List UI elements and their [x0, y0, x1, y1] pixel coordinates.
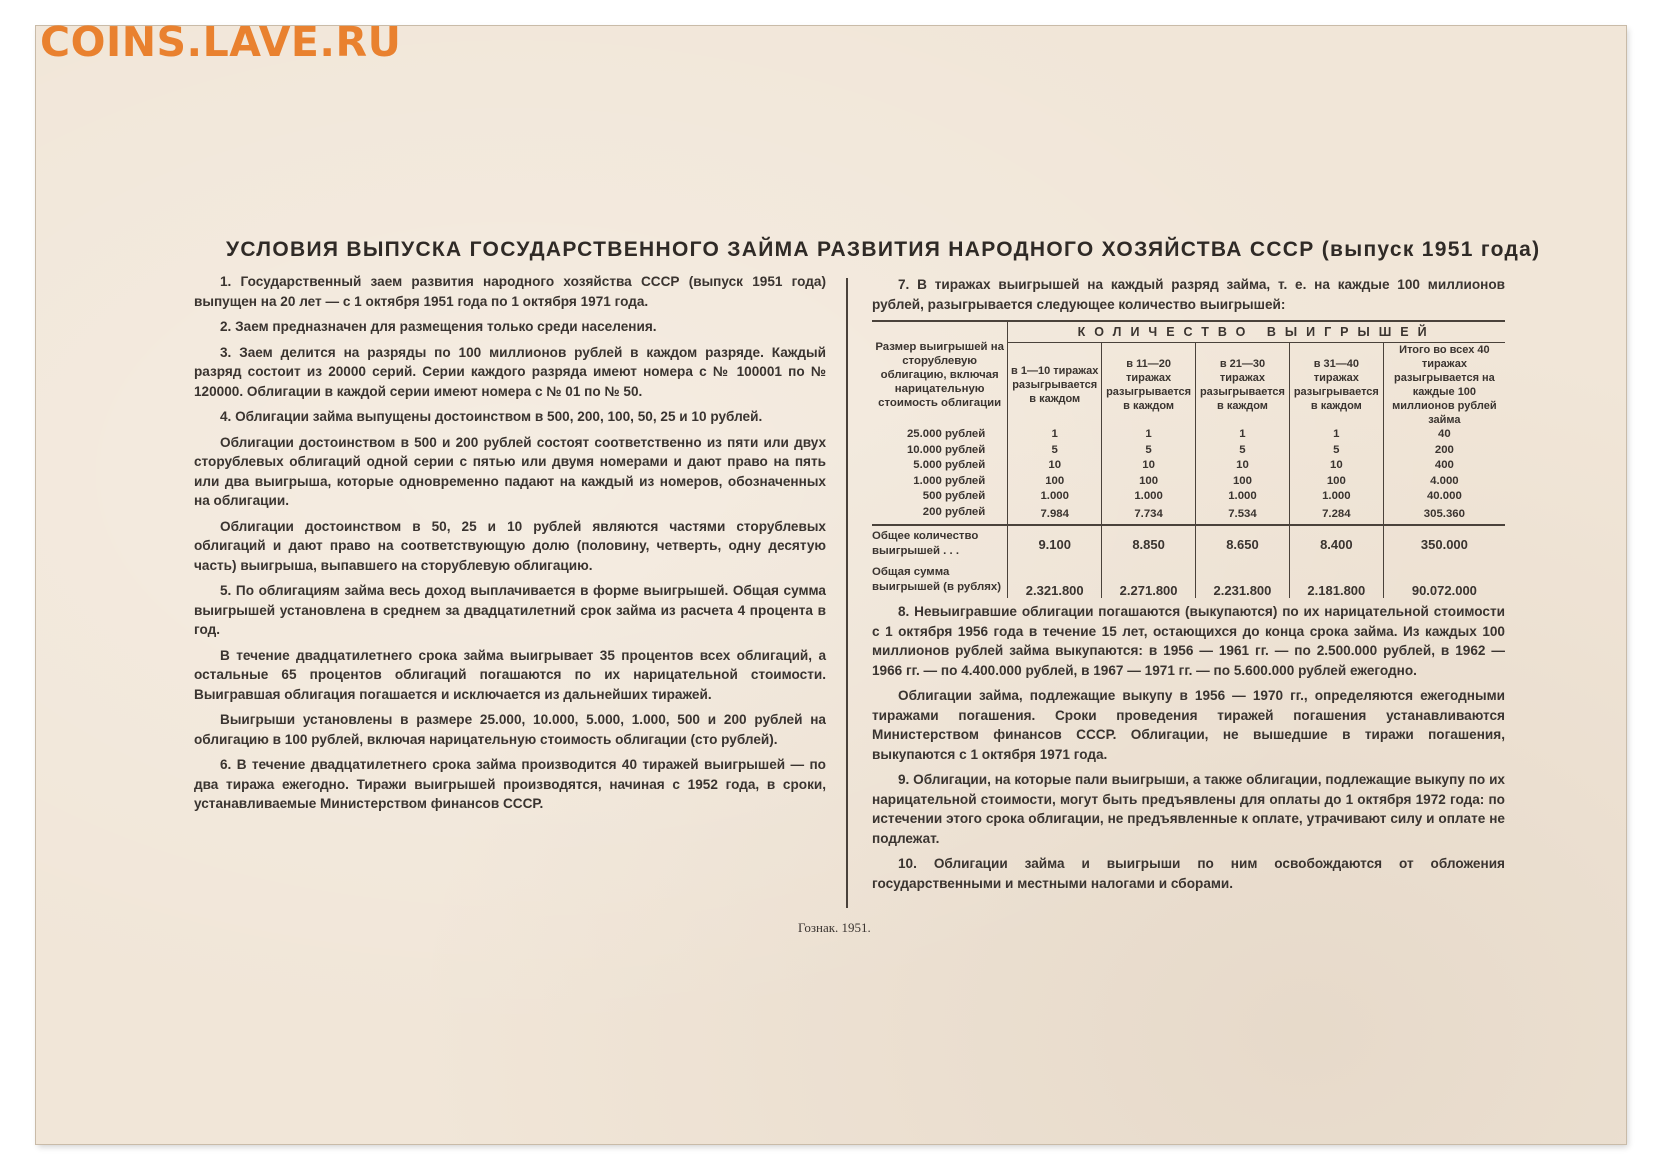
prize-size: 10.000 рублей: [906, 443, 986, 456]
totals-value: 9.100: [1008, 525, 1102, 562]
totals-value: 8.850: [1102, 525, 1196, 562]
condition-paragraph: 2. Заем предназначен для размещения только среди населения.: [220, 319, 657, 334]
prize-count: 7.984: [1008, 505, 1102, 526]
size-header: Размер выигрышей на сторублевую облигацию, включая нарицательную стоимость облигации: [875, 340, 1004, 409]
document-title: УСЛОВИЯ ВЫПУСКА ГОСУДАРСТВЕННОГО ЗАЙМА РАЗВИТИЯ НАРОДНОГО ХОЗЯЙСТВА СССР (выпуск 1951 года): [226, 238, 1541, 261]
prize-size: 25.000 рублей: [906, 428, 986, 440]
table-row: [872, 489, 1505, 505]
totals-row: [872, 562, 1505, 598]
column-header: в 11—20 тиражах разыгрывается в каждом: [1102, 343, 1196, 428]
prize-total: 305.360: [1383, 505, 1505, 526]
totals-value: 8.650: [1196, 525, 1290, 562]
condition-paragraph: Выигрыши установлены в размере 25.000, 10.000, 5.000, 1.000, 500 и 200 рублей на облигацию в 100 рублей, включая нарицательную стоимость облигации (сто рублей).: [194, 712, 826, 747]
totals-value: 2.321.800: [1008, 562, 1102, 598]
totals-value: 8.400: [1289, 525, 1383, 562]
condition-paragraph: Облигации займа, подлежащие выкупу в 1956 — 1970 гг., определяются ежегодными тиражами погашения. Сроки проведения тиражей погашения устанавливаются Министерством финансов СССР. Облигации, не вышедшие в тиражи погашения, выкупаются с 1 октября 1971 года.: [872, 688, 1505, 762]
prize-count: 1: [1196, 427, 1290, 443]
prize-count: 7.284: [1289, 505, 1383, 526]
condition-paragraph: 7. В тиражах выигрышей на каждый разряд займа, т. е. на каждые 100 миллионов рублей, разыгрывается следующее количество выигрышей:: [872, 277, 1505, 312]
condition-paragraph: 6. В течение двадцатилетнего срока займа производится 40 тиражей выигрышей — по два тиража ежегодно. Тиражи выигрышей производятся, начиная с 1952 года, в сроки, устанавливаемые Министерством финансов СССР.: [194, 757, 826, 811]
prize-count: 100: [1196, 474, 1290, 490]
prize-total: 40.000: [1383, 489, 1505, 505]
prize-count: 1.000: [1196, 489, 1290, 505]
right-column: [872, 275, 1505, 899]
left-column: [194, 272, 826, 820]
prize-count: 10: [1102, 458, 1196, 474]
condition-paragraph: 9. Облигации, на которые пали выигрыши, а также облигации, подлежащие выкупу по их нарицательной стоимости, могут быть предъявлены для оплаты до 1 октября 1972 года: по истечении этого срока облигации, не предъявленные к оплате, утрачивают силу и оплате не подлежат.: [872, 772, 1505, 846]
table-row: [872, 505, 1505, 526]
prize-count: 5: [1196, 443, 1290, 459]
totals-row: [872, 525, 1505, 562]
site-watermark: COINS.LAVE.RU: [40, 18, 402, 66]
condition-paragraph: 5. По облигациям займа весь доход выплачивается в форме выигрышей. Общая сумма выигрышей установлена в среднем за двадцатилетний срок займа из расчета 4 процента в год.: [194, 583, 826, 637]
prize-total: 400: [1383, 458, 1505, 474]
totals-label: Общее количество выигрышей . . .: [872, 525, 1008, 562]
printer-imprint: Гознак. 1951.: [798, 920, 871, 935]
prize-count: 7.734: [1102, 505, 1196, 526]
totals-value: 2.231.800: [1196, 562, 1290, 598]
prize-total: 4.000: [1383, 474, 1505, 490]
group-header: КОЛИЧЕСТВО ВЫИГРЫШЕЙ: [1008, 321, 1505, 343]
totals-value: 90.072.000: [1383, 562, 1505, 598]
column-header: в 21—30 тиражах разыгрывается в каждом: [1196, 343, 1290, 428]
prize-count: 1.000: [1008, 489, 1102, 505]
prize-count: 100: [1102, 474, 1196, 490]
prize-count: 1: [1289, 427, 1383, 443]
prize-count: 1.000: [1102, 489, 1196, 505]
prize-size: 1.000 рублей: [913, 474, 986, 487]
prize-size: 500 рублей: [922, 490, 986, 502]
condition-paragraph: 3. Заем делится на разряды по 100 миллионов рублей в каждом разряде. Каждый разряд состоит из 20000 серий. Серии каждого разряда имеют номера с № 100001 по № 120000. Облигации в каждой серии имеют номера с № 01 по № 50.: [194, 344, 826, 399]
totals-value: 2.181.800: [1289, 562, 1383, 598]
prize-count: 1: [1102, 427, 1196, 443]
table-row: [872, 458, 1505, 474]
winnings-table: [872, 320, 1505, 598]
table-row: [872, 427, 1505, 443]
condition-paragraph: 4. Облигации займа выпущены достоинством в 500, 200, 100, 50, 25 и 10 рублей.: [220, 409, 763, 424]
totals-value: 2.271.800: [1102, 562, 1196, 598]
totals-value: 350.000: [1383, 525, 1505, 562]
column-header: в 31—40 тиражах разыгрывается в каждом: [1289, 343, 1383, 428]
prize-size: 200 рублей: [922, 505, 986, 518]
prize-count: 5: [1008, 443, 1102, 459]
condition-paragraph: Облигации достоинством в 50, 25 и 10 рублей являются частями сторублевых облигаций и дают право на соответствующую долю (половину, четверть, одну десятую часть) выигрыша, выпавшего на сторублевую облигацию.: [194, 518, 826, 573]
condition-paragraph: 1. Государственный заем развития народного хозяйства СССР (выпуск 1951 года) выпущен на 20 лет — с 1 октября 1951 года по 1 октября 1971 года.: [194, 274, 826, 309]
prize-count: 10: [1289, 458, 1383, 474]
totals-label: Общая сумма выигрышей (в рублях): [872, 566, 1002, 593]
prize-count: 5: [1289, 443, 1383, 459]
condition-paragraph: 10. Облигации займа и выигрыши по ним освобождаются от обложения государственными и местными налогами и сборами.: [872, 856, 1505, 891]
prize-count: 100: [1008, 474, 1102, 490]
prize-count: 10: [1196, 458, 1290, 474]
column-divider: [846, 278, 848, 908]
condition-paragraph: В течение двадцатилетнего срока займа выигрывает 35 процентов всех облигаций, а остальные 65 процентов облигаций погашаются по их нарицательной стоимости. Выигравшая облигация погашается и исключается из дальнейших тиражей.: [194, 647, 826, 702]
prize-count: 7.534: [1196, 505, 1290, 526]
condition-paragraph: 8. Невыигравшие облигации погашаются (выкупаются) по их нарицательной стоимости с 1 октября 1956 года в течение 15 лет, остающихся до конца срока займа. Из каждых 100 миллионов рублей займа выкупаются: в 1956 — 1961 гг. — по 2.500.000 рублей, в 1962 — 1966 гг. — по 4.400.000 рублей, в 1967 — 1971 гг. — по 5.600.000 рублей ежегодно.: [872, 604, 1505, 678]
prize-count: 100: [1289, 474, 1383, 490]
prize-count: 10: [1008, 458, 1102, 474]
column-header: Итого во всех 40 тиражах разыгрывается на каждые 100 миллионов рублей займа: [1383, 343, 1505, 428]
prize-count: 1.000: [1289, 489, 1383, 505]
condition-paragraph: Облигации достоинством в 500 и 200 рублей состоят соответственно из пяти или двух сторублевых облигаций одной серии с пятью или двумя номерами и дают право на пять или два выигрыша, которые одновременно падают на каждый из номеров, обозначенных на облигации.: [194, 434, 826, 508]
table-row: [872, 474, 1505, 490]
prize-size: 5.000 рублей: [913, 459, 986, 471]
prize-count: 1: [1008, 427, 1102, 443]
column-header: в 1—10 тиражах разыгрывается в каждом: [1008, 343, 1102, 428]
prize-count: 5: [1102, 443, 1196, 459]
prize-total: 200: [1383, 443, 1505, 459]
table-row: [872, 443, 1505, 459]
prize-total: 40: [1383, 427, 1505, 443]
